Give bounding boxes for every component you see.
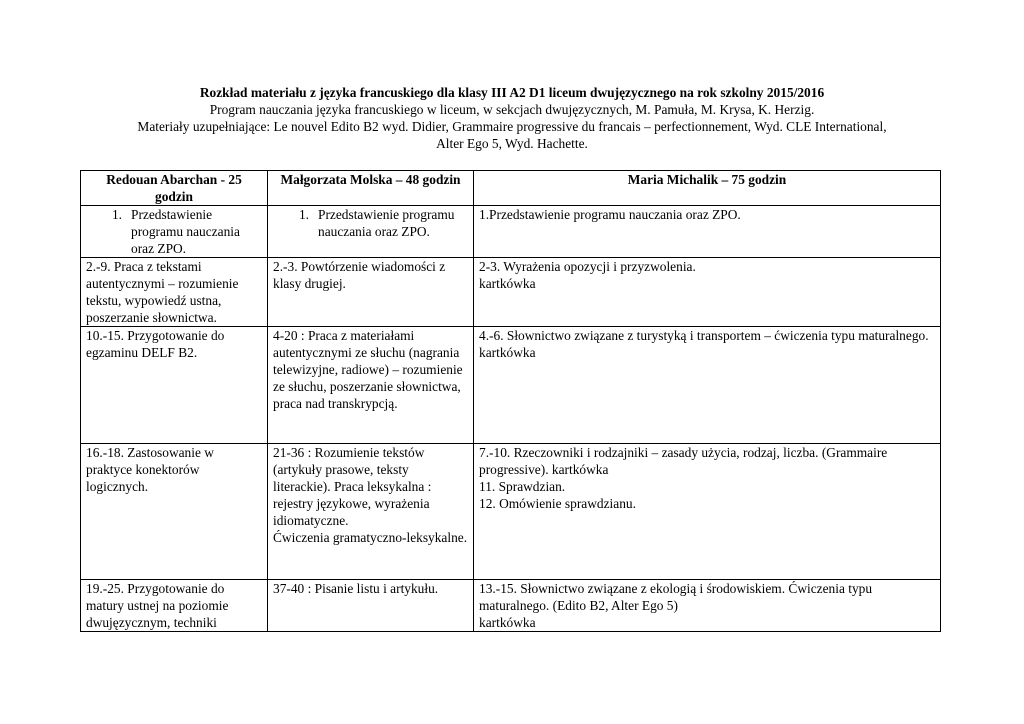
list-number: 1.: [298, 207, 309, 222]
table-cell: [474, 580, 941, 632]
table-cell: 37-40 : Pisanie listu i artykułu.: [268, 580, 474, 632]
table-cell: [268, 206, 474, 258]
cell-line: 7.-10. Rzeczowniki i rodzajniki – zasady użycia, rodzaj, liczba. (Grammaire progressive). kartkówka: [479, 445, 888, 477]
table-cell: 2.-3. Powtórzenie wiadomości z klasy drugiej.: [268, 258, 474, 327]
table-cell: 1.Przedstawienie programu nauczania oraz ZPO.: [474, 206, 941, 258]
table-row: [81, 580, 941, 632]
table-row: [81, 258, 941, 327]
table-cell: 4-20 : Praca z materiałami autentycznymi ze słuchu (nagrania telewizyjne, radiowe) – rozumienie ze słuchu, poszerzanie słownictwa, praca nad transkrypcją.: [268, 327, 474, 444]
cell-line: 2-3. Wyrażenia opozycji i przyzwolenia.: [479, 259, 696, 274]
table-cell: [474, 327, 941, 444]
cell-line: 12. Omówienie sprawdzianu.: [479, 496, 636, 511]
table-cell: 2.-9. Praca z tekstami autentycznymi – rozumienie tekstu, wypowiedź ustna, poszerzanie słownictwa.: [81, 258, 268, 327]
table-cell: [268, 444, 474, 580]
cell-text: Przedstawienie programu nauczania oraz ZPO.: [131, 207, 240, 256]
table-cell: [81, 206, 268, 258]
cell-line: 4.-6. Słownictwo związane z turystyką i transportem – ćwiczenia typu maturalnego.: [479, 328, 929, 343]
table-cell: 19.-25. Przygotowanie do matury ustnej na poziomie dwujęzycznym, techniki: [81, 580, 268, 632]
header-teacher-1: Redouan Abarchan - 25 godzin: [81, 171, 268, 206]
header-teacher-2: Małgorzata Molska – 48 godzin: [268, 171, 474, 206]
cell-line: Ćwiczenia gramatyczno-leksykalne.: [273, 530, 468, 545]
program-line: Program nauczania języka francuskiego w liceum, w sekcjach dwujęzycznych, M. Pamuła, M. Krysa, K. Herzig.: [209, 102, 815, 117]
cell-line: kartkówka: [479, 615, 536, 630]
materials-line: Materiały uzupełniające: Le nouvel Edito B2 wyd. Didier, Grammaire progressive du francais – perfectionnement, Wyd. CLE International,: [137, 119, 887, 134]
schedule-table: [80, 170, 941, 632]
cell-line: 13.-15. Słownictwo związane z ekologią i środowiskiem. Ćwiczenia typu maturalnego. (Edito B2, Alter Ego 5): [479, 581, 873, 613]
header-teacher-3: Maria Michalik – 75 godzin: [474, 171, 941, 206]
document-header: [60, 84, 964, 152]
table-header-row: [81, 171, 941, 206]
table-cell: [474, 258, 941, 327]
document-title: Rozkład materiału z języka francuskiego dla klasy III A2 D1 liceum dwujęzycznego na rok szkolny 2015/2016: [199, 85, 825, 100]
materials-line-cont: Alter Ego 5, Wyd. Hachette.: [436, 136, 588, 151]
table-cell: 10.-15. Przygotowanie do egzaminu DELF B2.: [81, 327, 268, 444]
cell-line: kartkówka: [479, 345, 536, 360]
table-cell: [474, 444, 941, 580]
table-cell: 16.-18. Zastosowanie w praktyce konektorów logicznych.: [81, 444, 268, 580]
table-row: [81, 206, 941, 258]
cell-line: 11. Sprawdzian.: [479, 479, 566, 494]
table-row: [81, 444, 941, 580]
list-number: 1.: [111, 207, 122, 222]
cell-text: Przedstawienie programu nauczania oraz ZPO.: [318, 207, 455, 239]
cell-line: kartkówka: [479, 276, 536, 291]
table-row: [81, 327, 941, 444]
cell-line: 21-36 : Rozumienie tekstów (artykuły prasowe, teksty literackie). Praca leksykalna : rejestry językowe, wyrażenia idiomatyczne.: [273, 445, 432, 528]
